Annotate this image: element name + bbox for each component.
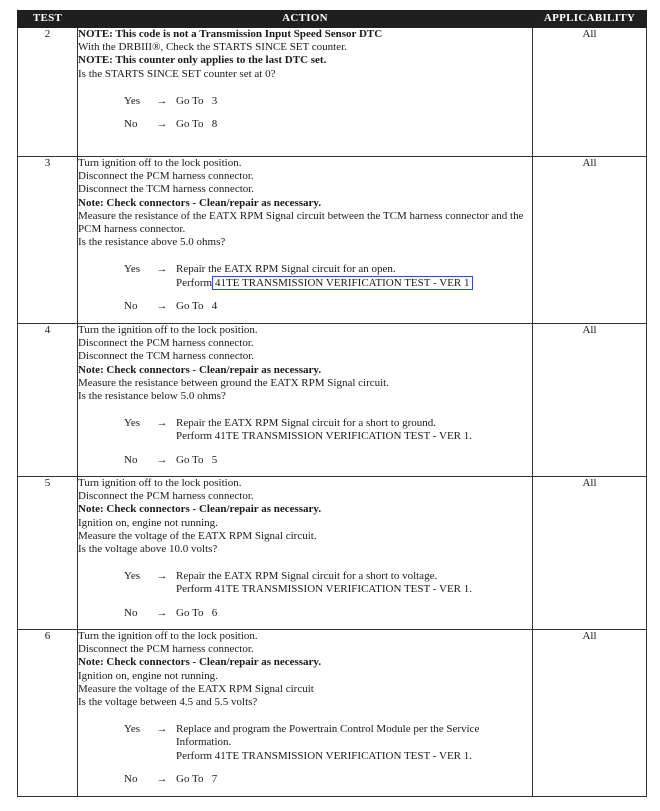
step-line: Measure the resistance between ground the EATX RPM Signal circuit. [78,376,389,389]
arrow-icon: → [156,417,168,430]
test-number: 5 [18,477,78,630]
step-line: Turn ignition off to the lock position. [78,157,242,169]
goto-target[interactable]: 6 [211,606,218,619]
arrow-icon: → [156,118,168,131]
yes-response [124,417,532,443]
goto-label: Go To [176,453,204,466]
yes-label: Yes [124,417,141,430]
yes-response [124,570,532,596]
yes-label: Yes [124,94,141,107]
no-label: No [124,453,138,466]
step-line: Turn the ignition off to the lock position. [78,324,258,336]
arrow-icon: → [156,772,168,785]
header-applicability: APPLICABILITY [533,11,647,28]
note-line: Note: Check connectors - Clean/repair as necessary. [78,503,322,516]
step-line: Disconnect the TCM harness connector. [78,183,255,196]
step-line: Ignition on, engine not running. [78,669,218,682]
step-line: Disconnect the PCM harness connector. [78,337,254,350]
note-line: NOTE: This code is not a Transmission Input Speed Sensor DTC [78,28,383,40]
repair-instruction: Repair the EATX RPM Signal circuit for an open. [176,263,396,276]
repair-instruction: Replace and program the Powertrain Control Module per the Service Information. [176,723,480,749]
action-cell [78,28,533,157]
test-row [18,324,647,477]
step-line: Measure the voltage of the EATX RPM Signal circuit. [78,529,317,542]
question-line: Is the voltage above 10.0 volts? [78,543,218,556]
test-row [18,477,647,630]
question-line: Is the STARTS SINCE SET counter set at 0? [78,67,276,80]
test-number: 3 [18,157,78,324]
no-label: No [124,606,138,619]
applicability: All [533,28,647,157]
test-row [18,630,647,797]
no-response [124,300,532,313]
applicability: All [533,324,647,477]
goto-target[interactable]: 8 [211,118,218,131]
goto-target[interactable]: 7 [211,772,218,785]
applicability: All [533,477,647,630]
goto-target[interactable]: 3 [211,94,218,107]
note-line: Note: Check connectors - Clean/repair as necessary. [78,196,322,209]
action-cell [78,157,533,324]
arrow-icon: → [156,723,168,736]
yes-label: Yes [124,263,141,276]
no-label: No [124,772,138,785]
goto-label: Go To [176,299,204,312]
perform-instruction: Perform 41TE TRANSMISSION VERIFICATION TEST - VER 1. [176,430,472,443]
header-row [18,11,647,28]
perform-label: Perform [176,276,213,289]
arrow-icon: → [156,263,168,276]
note-line: NOTE: This counter only applies to the last DTC set. [78,54,327,67]
repair-instruction: Repair the EATX RPM Signal circuit for a short to voltage. [176,570,438,583]
question-line: Is the resistance below 5.0 ohms? [78,390,226,403]
goto-label: Go To [176,606,204,619]
no-response [124,607,532,620]
test-number: 2 [18,28,78,157]
arrow-icon: → [156,570,168,583]
action-cell [78,477,533,630]
verification-test-link[interactable]: 41TE TRANSMISSION VERIFICATION TEST - VER 1 [212,276,472,290]
goto-target[interactable]: 4 [211,299,218,312]
goto-label: Go To [176,94,204,107]
no-label: No [124,118,138,131]
goto-label: Go To [176,772,204,785]
no-response [124,118,532,131]
test-row [18,28,647,157]
diagnostic-table [17,10,647,797]
test-number: 4 [18,324,78,477]
step-line: Turn ignition off to the lock position. [78,477,242,489]
note-line: Note: Check connectors - Clean/repair as necessary. [78,656,322,669]
step-line: Measure the resistance of the EATX RPM Signal circuit between the TCM harness connector and the PCM harness connector. [78,209,524,236]
applicability: All [533,157,647,324]
header-action: ACTION [78,11,533,28]
action-cell [78,324,533,477]
test-row [18,157,647,324]
note-line: Note: Check connectors - Clean/repair as necessary. [78,363,322,376]
question-line: Is the resistance above 5.0 ohms? [78,236,226,249]
arrow-icon: → [156,94,168,107]
step-line: Measure the voltage of the EATX RPM Signal circuit [78,682,314,695]
repair-instruction: Repair the EATX RPM Signal circuit for a short to ground. [176,417,436,430]
test-number: 6 [18,630,78,797]
action-cell [78,630,533,797]
arrow-icon: → [156,453,168,466]
no-response [124,773,532,786]
step-line: Disconnect the PCM harness connector. [78,170,254,183]
step-line: Disconnect the TCM harness connector. [78,350,255,363]
no-response [124,454,532,467]
step-line: Disconnect the PCM harness connector. [78,643,254,656]
step-line: With the DRBIII®, Check the STARTS SINCE SET counter. [78,41,347,54]
goto-target[interactable]: 5 [211,453,218,466]
arrow-icon: → [156,299,168,312]
yes-response [124,723,532,763]
perform-instruction: Perform 41TE TRANSMISSION VERIFICATION TEST - VER 1. [176,749,472,762]
applicability: All [533,630,647,797]
no-label: No [124,299,138,312]
question-line: Is the voltage between 4.5 and 5.5 volts? [78,696,258,709]
step-line: Ignition on, engine not running. [78,516,218,529]
perform-instruction: Perform 41TE TRANSMISSION VERIFICATION TEST - VER 1. [176,583,472,596]
arrow-icon: → [156,606,168,619]
step-line: Turn the ignition off to the lock position. [78,630,258,642]
step-line: Disconnect the PCM harness connector. [78,490,254,503]
yes-label: Yes [124,570,141,583]
yes-response [124,95,532,108]
header-test: TEST [18,11,78,28]
yes-label: Yes [124,723,141,736]
goto-label: Go To [176,118,204,131]
yes-response [124,263,532,289]
